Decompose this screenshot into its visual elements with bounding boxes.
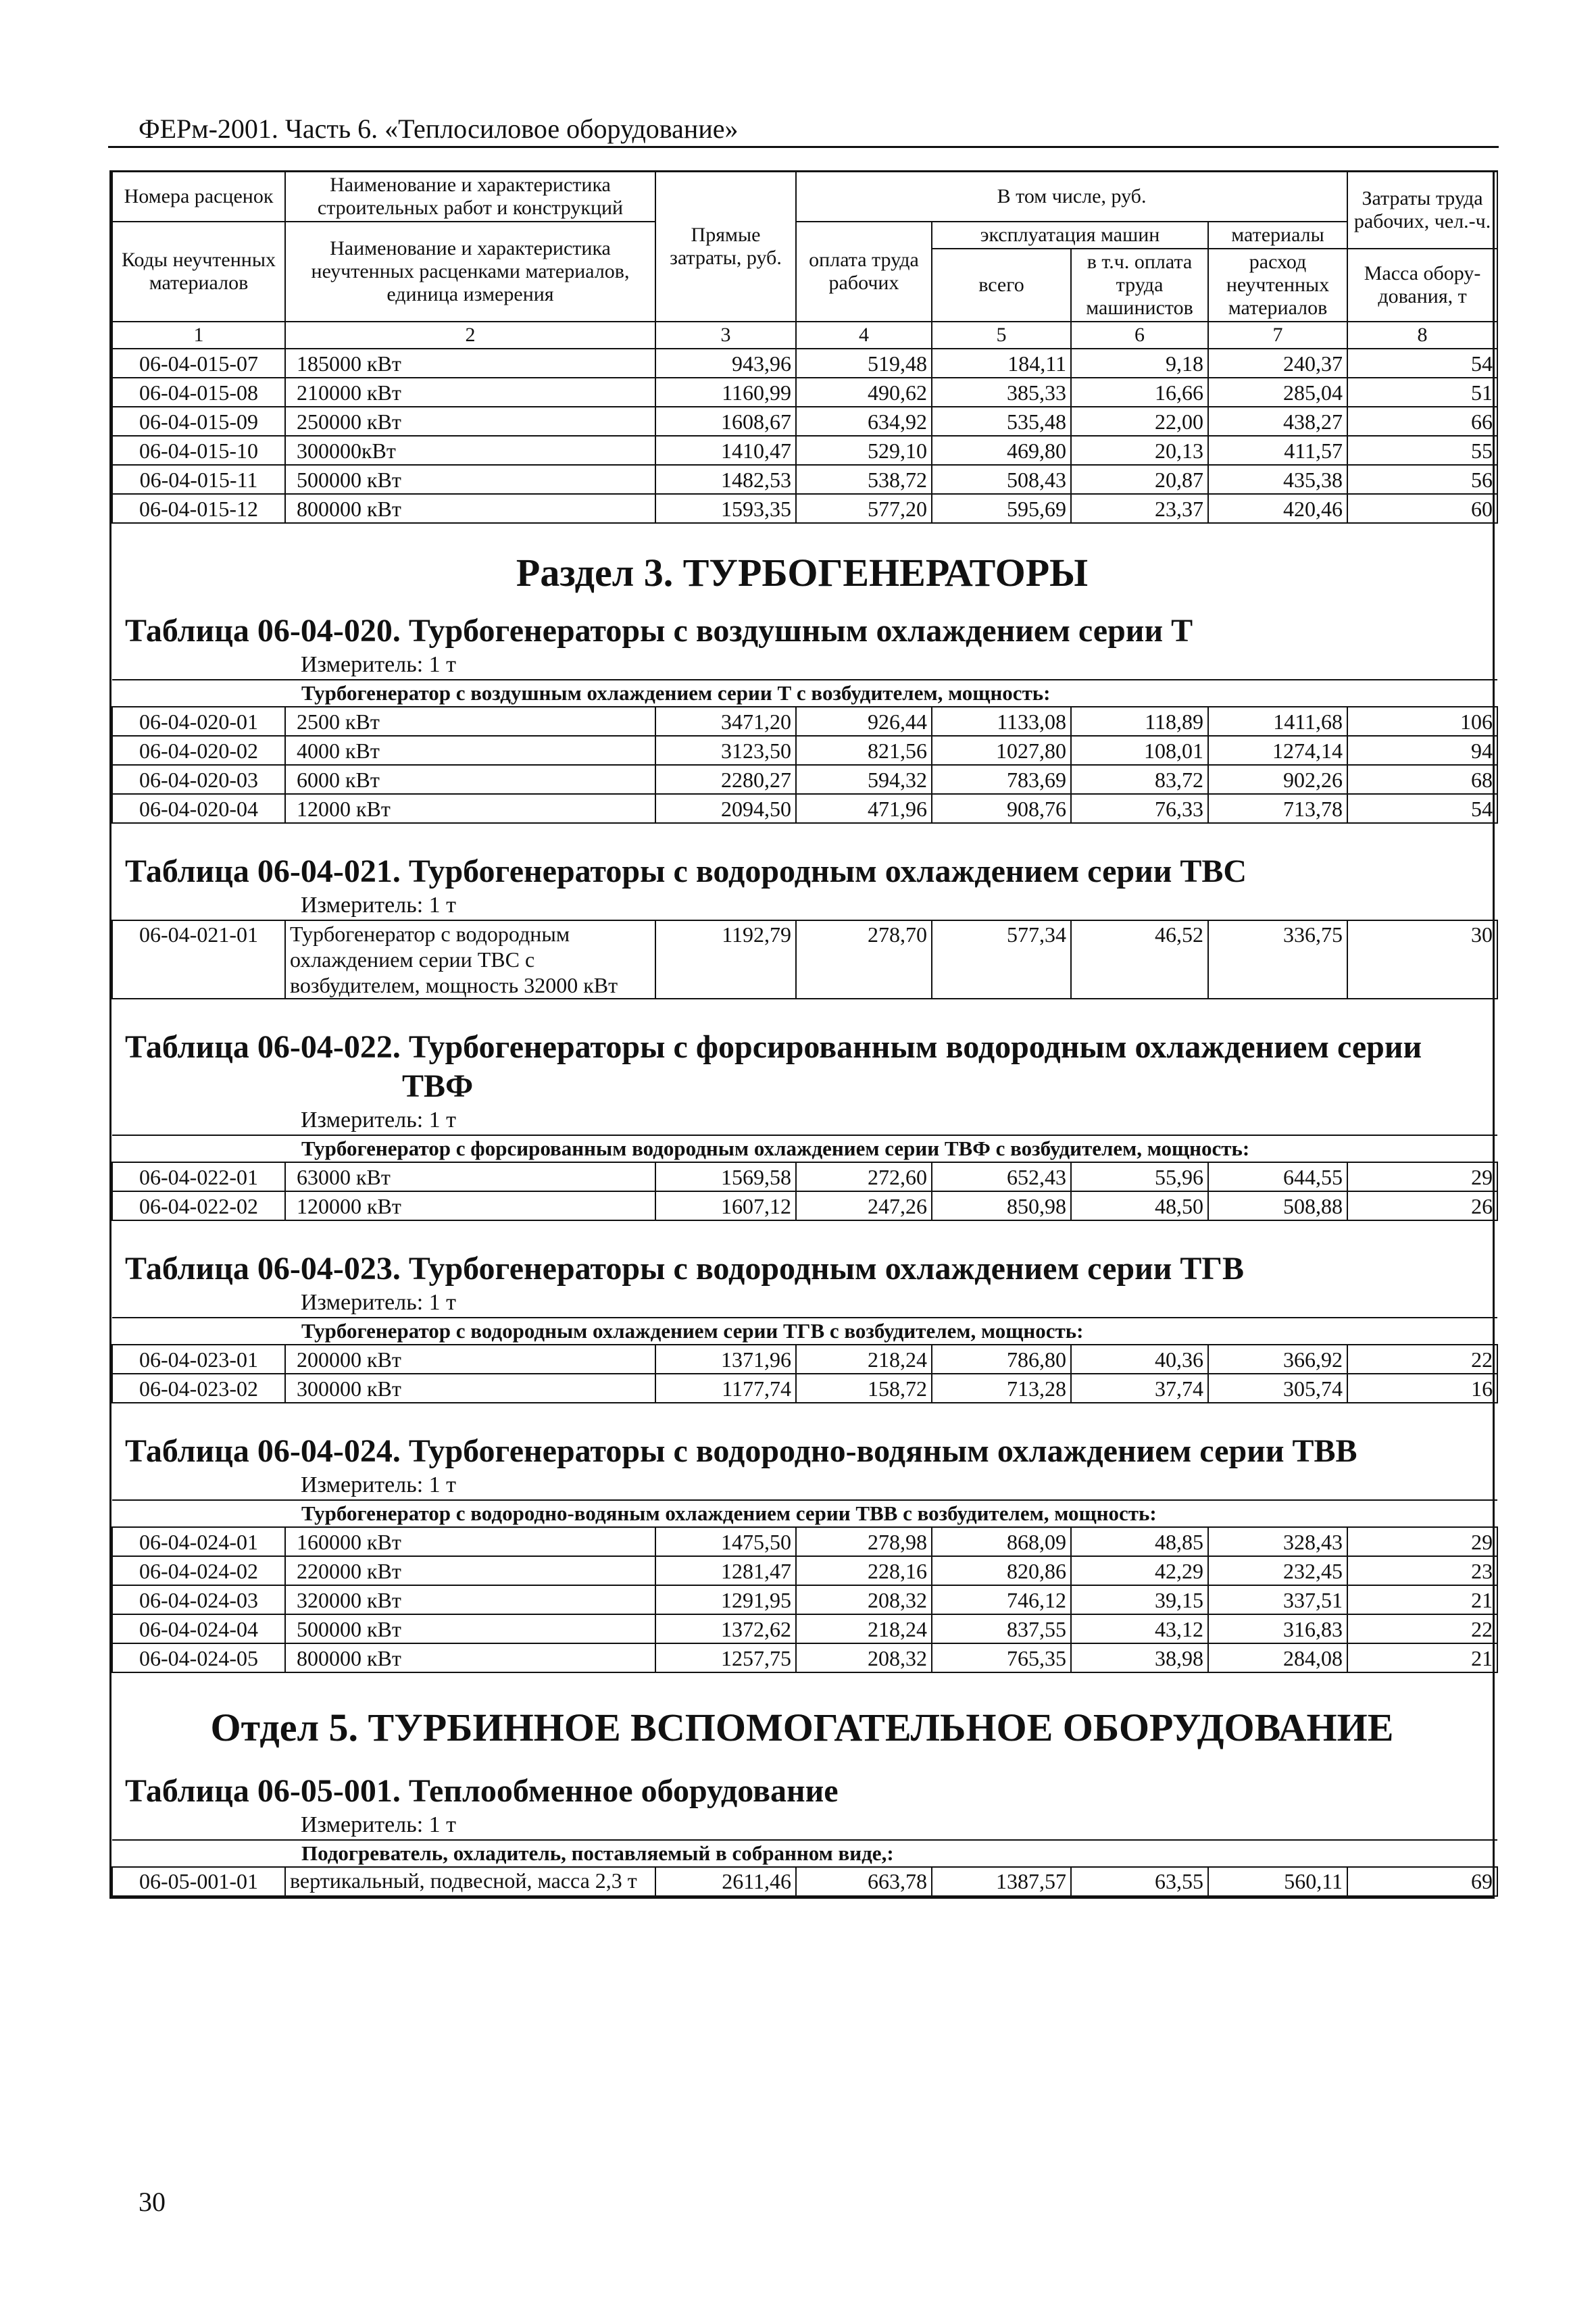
column-number: 8 <box>1347 322 1497 349</box>
value-cell: 713,28 <box>932 1374 1071 1403</box>
value-cell: 471,96 <box>796 794 932 823</box>
value-cell: 63,55 <box>1071 1867 1208 1896</box>
value-cell: 3123,50 <box>655 736 796 765</box>
col4-header: оплата труда рабочих <box>796 222 932 322</box>
table-row <box>112 378 1497 407</box>
column-number-row <box>112 322 1497 349</box>
table-row <box>112 1345 1497 1374</box>
item-name: 500000 кВт <box>285 465 655 494</box>
value-cell: 490,62 <box>796 378 932 407</box>
value-cell: 385,33 <box>932 378 1071 407</box>
value-cell: 39,15 <box>1071 1585 1208 1614</box>
column-number: 5 <box>932 322 1071 349</box>
value-cell: 577,34 <box>932 920 1071 999</box>
rate-code: 06-04-022-02 <box>112 1191 285 1220</box>
value-cell: 1291,95 <box>655 1585 796 1614</box>
value-cell: 16 <box>1347 1374 1497 1403</box>
value-cell: 26 <box>1347 1191 1497 1220</box>
value-cell: 538,72 <box>796 465 932 494</box>
column-number: 4 <box>796 322 932 349</box>
table-023-group: Турбогенератор с водородным охлаждением серии ТГВ с возбудителем, мощность: <box>112 1318 1497 1345</box>
table-022-title-cont: ТВФ <box>402 1068 474 1104</box>
table-row <box>112 407 1497 436</box>
rate-code: 06-04-015-08 <box>112 378 285 407</box>
value-cell: 902,26 <box>1208 765 1347 794</box>
item-name: 220000 кВт <box>285 1556 655 1585</box>
value-cell: 644,55 <box>1208 1162 1347 1191</box>
col1-top-header: Номера расценок <box>112 172 285 222</box>
value-cell: 529,10 <box>796 436 932 465</box>
value-cell: 652,43 <box>932 1162 1071 1191</box>
value-cell: 786,80 <box>932 1345 1071 1374</box>
table-023 <box>111 1317 1498 1403</box>
item-name: 200000 кВт <box>285 1345 655 1374</box>
col8-top-header: Затраты труда рабочих, чел.-ч. <box>1347 172 1497 249</box>
value-cell: 438,27 <box>1208 407 1347 436</box>
value-cell: 108,01 <box>1071 736 1208 765</box>
item-name: 4000 кВт <box>285 736 655 765</box>
value-cell: 1607,12 <box>655 1191 796 1220</box>
rate-code: 06-05-001-01 <box>112 1867 285 1896</box>
table-022 <box>111 1135 1498 1221</box>
column-number: 7 <box>1208 322 1347 349</box>
rate-code: 06-04-024-02 <box>112 1556 285 1585</box>
table-024-group: Турбогенератор с водородно-водяным охлаждением серии ТВВ с возбудителем, мощность: <box>112 1500 1497 1527</box>
value-cell: 240,37 <box>1208 349 1347 378</box>
value-cell: 1281,47 <box>655 1556 796 1585</box>
value-cell: 2280,27 <box>655 765 796 794</box>
value-cell: 38,98 <box>1071 1643 1208 1672</box>
rate-code: 06-04-024-01 <box>112 1527 285 1556</box>
value-cell: 1257,75 <box>655 1643 796 1672</box>
table-024-title: Таблица 06-04-024. Турбогенераторы с водородно-водяным охлаждением серии ТВВ <box>125 1433 1357 1469</box>
value-cell: 20,87 <box>1071 465 1208 494</box>
value-cell: 208,32 <box>796 1585 932 1614</box>
page-header: ФЕРм-2001. Часть 6. «Теплосиловое оборудование» <box>139 114 739 144</box>
item-name: 160000 кВт <box>285 1527 655 1556</box>
table-row <box>112 1191 1497 1220</box>
table-021-title: Таблица 06-04-021. Турбогенераторы с водородным охлаждением серии ТВС <box>125 853 1247 889</box>
rate-code: 06-04-015-11 <box>112 465 285 494</box>
table-05-001-group: Подогреватель, охладитель, поставляемый в собранном виде,: <box>112 1840 1497 1867</box>
table-021-measure: Измеритель: 1 т <box>301 893 457 918</box>
item-name: 300000 кВт <box>285 1374 655 1403</box>
value-cell: 2611,46 <box>655 1867 796 1896</box>
value-cell: 1274,14 <box>1208 736 1347 765</box>
value-cell: 278,98 <box>796 1527 932 1556</box>
column-number: 2 <box>285 322 655 349</box>
value-cell: 2094,50 <box>655 794 796 823</box>
value-cell: 29 <box>1347 1162 1497 1191</box>
table-023-title: Таблица 06-04-023. Турбогенераторы с водородным охлаждением серии ТГВ <box>125 1251 1244 1287</box>
rate-code: 06-04-023-01 <box>112 1345 285 1374</box>
table-020-measure: Измеритель: 1 т <box>301 652 457 677</box>
value-cell: 1475,50 <box>655 1527 796 1556</box>
value-cell: 22 <box>1347 1345 1497 1374</box>
table-row <box>112 1867 1497 1896</box>
table-row <box>112 707 1497 736</box>
value-cell: 218,24 <box>796 1614 932 1643</box>
col1-bottom-header: Коды неучтенных материалов <box>112 222 285 322</box>
value-cell: 23,37 <box>1071 494 1208 523</box>
col7-header: расход неучтенных материалов <box>1208 249 1347 322</box>
value-cell: 868,09 <box>932 1527 1071 1556</box>
value-cell: 48,50 <box>1071 1191 1208 1220</box>
item-name: 185000 кВт <box>285 349 655 378</box>
table-row <box>112 494 1497 523</box>
value-cell: 22,00 <box>1071 407 1208 436</box>
value-cell: 21 <box>1347 1585 1497 1614</box>
value-cell: 508,88 <box>1208 1191 1347 1220</box>
table-022-title <box>111 1028 1493 1106</box>
value-cell: 106 <box>1347 707 1497 736</box>
section-3-title: Раздел 3. ТУРБОГЕНЕРАТОРЫ <box>516 551 1089 595</box>
value-cell: 765,35 <box>932 1643 1071 1672</box>
value-cell: 16,66 <box>1071 378 1208 407</box>
value-cell: 42,29 <box>1071 1556 1208 1585</box>
value-cell: 411,57 <box>1208 436 1347 465</box>
value-cell: 469,80 <box>932 436 1071 465</box>
item-name: 800000 кВт <box>285 494 655 523</box>
col8-bottom-header: Масса обору-дования, т <box>1347 249 1497 322</box>
table-022-title-main: Таблица 06-04-022. Турбогенераторы с форсированным водородным охлаждением серии <box>125 1029 1422 1065</box>
column-number: 6 <box>1071 322 1208 349</box>
rate-code: 06-04-023-02 <box>112 1374 285 1403</box>
value-cell: 1371,96 <box>655 1345 796 1374</box>
table-row <box>112 920 1497 999</box>
rate-code: 06-04-020-03 <box>112 765 285 794</box>
page-number: 30 <box>139 2187 166 2217</box>
value-cell: 48,85 <box>1071 1527 1208 1556</box>
rate-code: 06-04-015-09 <box>112 407 285 436</box>
value-cell: 69 <box>1347 1867 1497 1896</box>
value-cell: 1027,80 <box>932 736 1071 765</box>
table-023-measure: Измеритель: 1 т <box>301 1290 457 1315</box>
value-cell: 746,12 <box>932 1585 1071 1614</box>
table-021 <box>111 920 1498 999</box>
value-cell: 272,60 <box>796 1162 932 1191</box>
rate-code: 06-04-020-01 <box>112 707 285 736</box>
value-cell: 60 <box>1347 494 1497 523</box>
value-cell: 3471,20 <box>655 707 796 736</box>
value-cell: 328,43 <box>1208 1527 1347 1556</box>
rate-code: 06-04-022-01 <box>112 1162 285 1191</box>
table-row <box>112 349 1497 378</box>
item-name: 500000 кВт <box>285 1614 655 1643</box>
value-cell: 594,32 <box>796 765 932 794</box>
value-cell: 1482,53 <box>655 465 796 494</box>
value-cell: 420,46 <box>1208 494 1347 523</box>
table-020-title: Таблица 06-04-020. Турбогенераторы с воздушным охлаждением серии Т <box>125 613 1193 649</box>
rate-code: 06-04-020-04 <box>112 794 285 823</box>
value-cell: 1410,47 <box>655 436 796 465</box>
value-cell: 285,04 <box>1208 378 1347 407</box>
value-cell: 821,56 <box>796 736 932 765</box>
column-number: 3 <box>655 322 796 349</box>
header-rule <box>108 146 1499 148</box>
item-name: вертикальный, подвесной, масса 2,3 т <box>285 1867 655 1896</box>
value-cell: 51 <box>1347 378 1497 407</box>
value-cell: 783,69 <box>932 765 1071 794</box>
value-cell: 595,69 <box>932 494 1071 523</box>
value-cell: 54 <box>1347 794 1497 823</box>
table-row <box>112 765 1497 794</box>
value-cell: 1372,62 <box>655 1614 796 1643</box>
value-cell: 560,11 <box>1208 1867 1347 1896</box>
item-name: 120000 кВт <box>285 1191 655 1220</box>
table-row <box>112 794 1497 823</box>
value-cell: 20,13 <box>1071 436 1208 465</box>
rate-code: 06-04-015-10 <box>112 436 285 465</box>
value-cell: 1608,67 <box>655 407 796 436</box>
materials-header: материалы <box>1208 222 1347 249</box>
value-cell: 23 <box>1347 1556 1497 1585</box>
value-cell: 1160,99 <box>655 378 796 407</box>
value-cell: 337,51 <box>1208 1585 1347 1614</box>
item-name: 12000 кВт <box>285 794 655 823</box>
item-name: 300000кВт <box>285 436 655 465</box>
value-cell: 1569,58 <box>655 1162 796 1191</box>
value-cell: 713,78 <box>1208 794 1347 823</box>
value-cell: 577,20 <box>796 494 932 523</box>
column-number: 1 <box>112 322 285 349</box>
value-cell: 228,16 <box>796 1556 932 1585</box>
col2-bottom-header: Наименование и характеристика неучтенных расценками материалов, единица измерения <box>285 222 655 322</box>
value-cell: 908,76 <box>932 794 1071 823</box>
table-022-group: Турбогенератор с форсированным водородным охлаждением серии ТВФ с возбудителем, мощность: <box>112 1135 1497 1162</box>
value-cell: 535,48 <box>932 407 1071 436</box>
col6-header: в т.ч. оплата труда машинистов <box>1071 249 1208 322</box>
value-cell: 336,75 <box>1208 920 1347 999</box>
value-cell: 663,78 <box>796 1867 932 1896</box>
table-020 <box>111 679 1498 824</box>
value-cell: 40,36 <box>1071 1345 1208 1374</box>
value-cell: 158,72 <box>796 1374 932 1403</box>
col3-header: Прямые затраты, руб. <box>655 172 796 322</box>
rate-code: 06-04-015-12 <box>112 494 285 523</box>
document-frame <box>109 170 1495 1899</box>
value-cell: 56 <box>1347 465 1497 494</box>
including-header: В том числе, руб. <box>796 172 1347 222</box>
table-row <box>112 465 1497 494</box>
table-05-001-measure: Измеритель: 1 т <box>301 1812 457 1837</box>
value-cell: 316,83 <box>1208 1614 1347 1643</box>
table-top <box>111 170 1498 524</box>
value-cell: 1133,08 <box>932 707 1071 736</box>
item-name: 210000 кВт <box>285 378 655 407</box>
item-name: 63000 кВт <box>285 1162 655 1191</box>
rate-code: 06-04-024-05 <box>112 1643 285 1672</box>
item-name: 2500 кВт <box>285 707 655 736</box>
value-cell: 850,98 <box>932 1191 1071 1220</box>
rate-code: 06-04-020-02 <box>112 736 285 765</box>
value-cell: 943,96 <box>655 349 796 378</box>
section-5-title: Отдел 5. ТУРБИННОЕ ВСПОМОГАТЕЛЬНОЕ ОБОРУДОВАНИЕ <box>210 1706 1394 1749</box>
value-cell: 519,48 <box>796 349 932 378</box>
value-cell: 54 <box>1347 349 1497 378</box>
value-cell: 1593,35 <box>655 494 796 523</box>
value-cell: 30 <box>1347 920 1497 999</box>
value-cell: 43,12 <box>1071 1614 1208 1643</box>
value-cell: 508,43 <box>932 465 1071 494</box>
item-name: 800000 кВт <box>285 1643 655 1672</box>
col5-header: всего <box>932 249 1071 322</box>
machines-header: эксплуатация машин <box>932 222 1208 249</box>
rate-code: 06-04-021-01 <box>112 920 285 999</box>
value-cell: 29 <box>1347 1527 1497 1556</box>
value-cell: 66 <box>1347 407 1497 436</box>
table-row <box>112 736 1497 765</box>
value-cell: 305,74 <box>1208 1374 1347 1403</box>
value-cell: 118,89 <box>1071 707 1208 736</box>
value-cell: 68 <box>1347 765 1497 794</box>
value-cell: 926,44 <box>796 707 932 736</box>
table-05-001 <box>111 1839 1498 1897</box>
value-cell: 208,32 <box>796 1643 932 1672</box>
value-cell: 820,86 <box>932 1556 1071 1585</box>
value-cell: 1177,74 <box>655 1374 796 1403</box>
value-cell: 247,26 <box>796 1191 932 1220</box>
value-cell: 46,52 <box>1071 920 1208 999</box>
value-cell: 94 <box>1347 736 1497 765</box>
rate-code: 06-04-015-07 <box>112 349 285 378</box>
table-row <box>112 1614 1497 1643</box>
item-name: 6000 кВт <box>285 765 655 794</box>
table-row <box>112 1556 1497 1585</box>
table-020-group: Турбогенератор с воздушным охлаждением серии Т с возбудителем, мощность: <box>112 680 1497 707</box>
table-row <box>112 1374 1497 1403</box>
table-row <box>112 436 1497 465</box>
value-cell: 184,11 <box>932 349 1071 378</box>
value-cell: 634,92 <box>796 407 932 436</box>
value-cell: 83,72 <box>1071 765 1208 794</box>
table-row <box>112 1527 1497 1556</box>
value-cell: 76,33 <box>1071 794 1208 823</box>
value-cell: 278,70 <box>796 920 932 999</box>
value-cell: 55 <box>1347 436 1497 465</box>
table-05-001-title: Таблица 06-05-001. Теплообменное оборудование <box>125 1773 839 1809</box>
item-name: 320000 кВт <box>285 1585 655 1614</box>
table-row <box>112 1585 1497 1614</box>
value-cell: 232,45 <box>1208 1556 1347 1585</box>
value-cell: 837,55 <box>932 1614 1071 1643</box>
value-cell: 37,74 <box>1071 1374 1208 1403</box>
table-024-measure: Измеритель: 1 т <box>301 1472 457 1497</box>
value-cell: 9,18 <box>1071 349 1208 378</box>
value-cell: 21 <box>1347 1643 1497 1672</box>
value-cell: 435,38 <box>1208 465 1347 494</box>
item-name: Турбогенератор с водородным охлаждением серии ТВС с возбудителем, мощность 32000 кВт <box>285 920 655 999</box>
value-cell: 366,92 <box>1208 1345 1347 1374</box>
value-cell: 1411,68 <box>1208 707 1347 736</box>
table-row <box>112 1643 1497 1672</box>
table-022-measure: Измеритель: 1 т <box>301 1107 457 1132</box>
value-cell: 55,96 <box>1071 1162 1208 1191</box>
rate-code: 06-04-024-04 <box>112 1614 285 1643</box>
col2-top-header: Наименование и характеристика строительных работ и конструкций <box>285 172 655 222</box>
rate-code: 06-04-024-03 <box>112 1585 285 1614</box>
table-row <box>112 1162 1497 1191</box>
value-cell: 1192,79 <box>655 920 796 999</box>
item-name: 250000 кВт <box>285 407 655 436</box>
value-cell: 22 <box>1347 1614 1497 1643</box>
value-cell: 1387,57 <box>932 1867 1071 1896</box>
value-cell: 218,24 <box>796 1345 932 1374</box>
table-024 <box>111 1499 1498 1673</box>
value-cell: 284,08 <box>1208 1643 1347 1672</box>
